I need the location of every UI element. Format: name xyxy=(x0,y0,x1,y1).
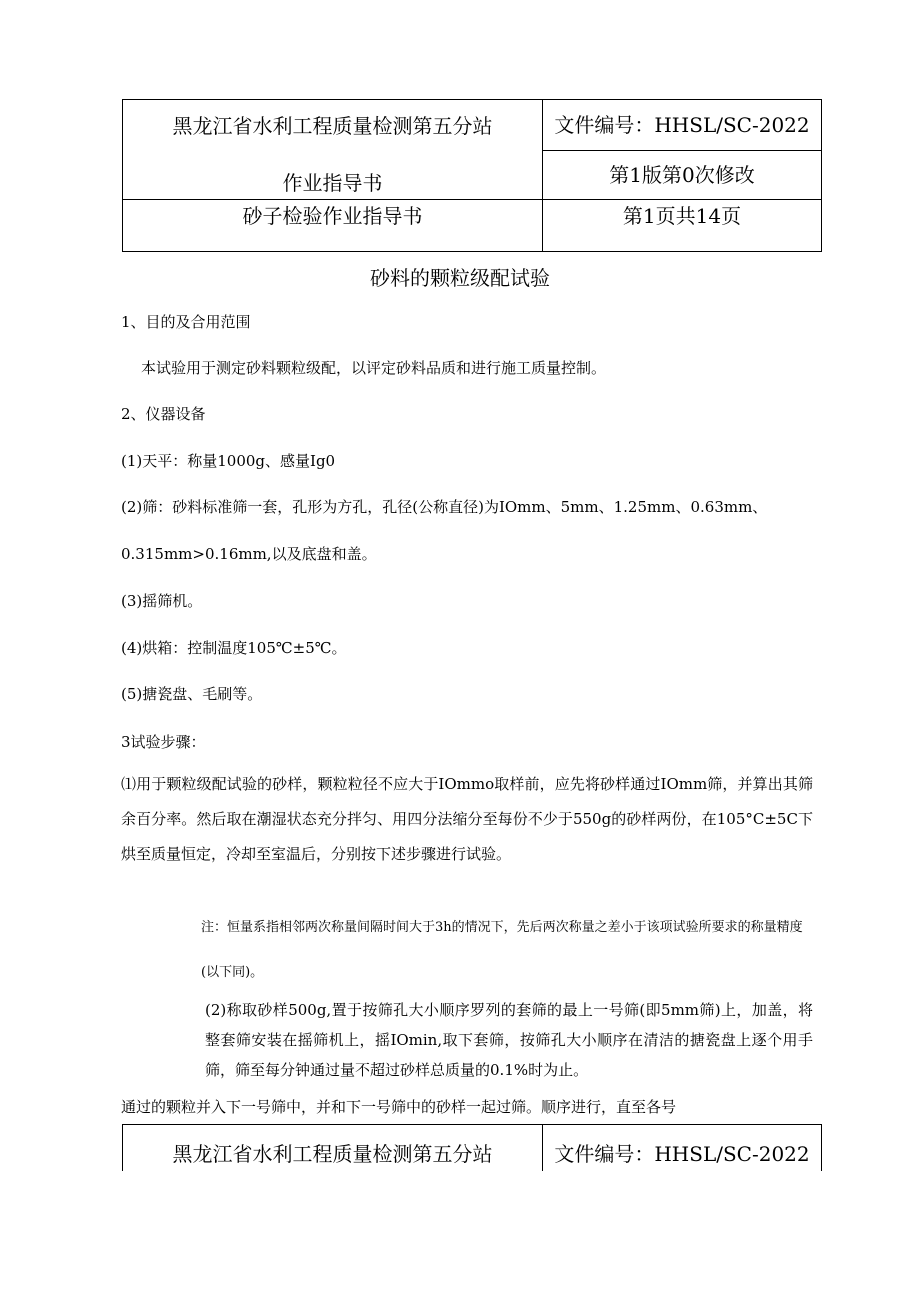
next-header-org-name: 黑龙江省水利工程质量检测第五分站 xyxy=(172,1141,493,1166)
header-doc-title: 砂子检验作业指导书 xyxy=(123,200,543,252)
header-version: 第1版第0次修改 xyxy=(543,151,822,200)
equipment-item-4: (4)烘箱：控制温度105℃±5℃。 xyxy=(121,639,347,657)
section-1-heading: 1、目的及合用范围 xyxy=(121,313,251,331)
section-3-heading: 3试验步骤： xyxy=(121,733,206,751)
next-header-org-cell xyxy=(123,1125,543,1172)
header-org-name: 黑龙江省水利工程质量检测第五分站 xyxy=(172,114,493,138)
equipment-item-1: (1)天平：称量1000g、感量Ig0 xyxy=(121,452,336,470)
equipment-item-3: (3)摇筛机。 xyxy=(121,592,203,610)
header-page-info: 第1页共14页 xyxy=(543,200,822,252)
step-1-paragraph: ⑴用于颗粒级配试验的砂样，颗粒粒径不应大于IOmmo取样前，应先将砂样通过IOmm筛，并算出其筛余百分率。然后取在潮湿状态充分拌匀、用四分法缩分至每份不少于550g的砂样两份，在105°C±5C下烘至质量恒定，冷却至室温后，分别按下述步骤进行试验。 xyxy=(121,775,813,863)
next-header-file-no: 文件编号：HHSL/SC-2022 xyxy=(554,1141,810,1166)
next-page-header-table xyxy=(122,1124,822,1171)
header-doc-type: 作业指导书 xyxy=(282,171,383,195)
equipment-item-5: (5)搪瓷盘、毛刷等。 xyxy=(121,685,263,703)
document-header-table xyxy=(122,99,822,252)
step-2-text: (2)称取砂样500g,置于按筛孔大小顺序罗列的套筛的最上一号筛(即5mm筛)上，加盖，将整套筛安装在摇筛机上，摇IOmin,取下套筛，按筛孔大小顺序在清洁的搪瓷盘上逐个用手筛，筛至每分钟通过量不超过砂样总质量的0.1%时为止。 xyxy=(205,1001,813,1079)
section-title: 砂料的颗粒级配试验 xyxy=(370,266,550,290)
header-org-cell xyxy=(123,100,543,200)
header-file-no: 文件编号：HHSL/SC-2022 xyxy=(543,100,822,151)
next-header-file-cell xyxy=(543,1125,822,1172)
step-2-continuation: 通过的颗粒并入下一号筛中，并和下一号筛中的砂样一起过筛。顺序进行，直至各号 xyxy=(121,1098,677,1116)
note-paragraph xyxy=(121,905,813,995)
step-2-paragraph xyxy=(121,995,813,1085)
equipment-item-2-line-2: 0.315mm>0.16mm,以及底盘和盖。 xyxy=(121,545,377,563)
section-1-body: 本试验用于测定砂料颗粒级配，以评定砂料品质和进行施工质量控制。 xyxy=(141,359,607,377)
equipment-item-2-line-1: (2)筛：砂料标准筛一套，孔形为方孔，孔径(公称直径)为IOmm、5mm、1.25mm、0.63mm、 xyxy=(121,498,768,516)
note-text: 注：恒量系指相邻两次称量间隔时间大于3h的情况下，先后两次称量之差小于该项试验所要求的称量精度(以下同)。 xyxy=(201,920,803,980)
section-2-heading: 2、仪器设备 xyxy=(121,405,206,423)
